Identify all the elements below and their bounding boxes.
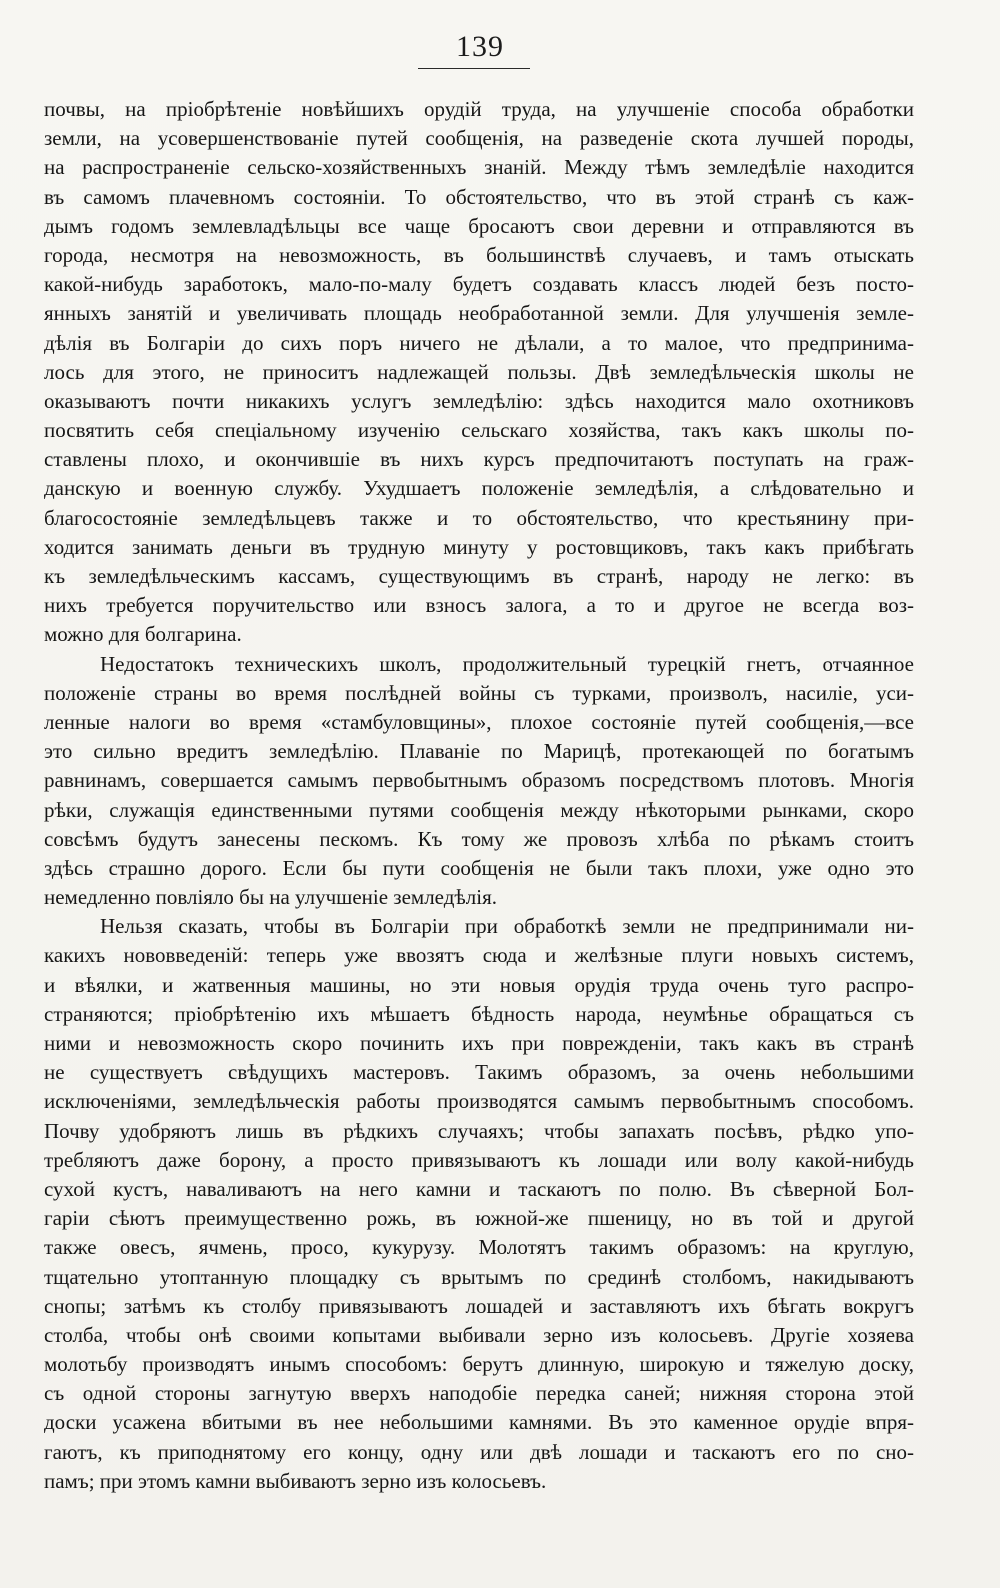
text-line: ставлены плохо, и окончившіе въ нихъ курсъ предпочитаютъ поступать на граж- (44, 447, 914, 472)
text-line: молотьбу производятъ инымъ способомъ: берутъ длинную, широкую и тяжелую доску, (44, 1352, 914, 1377)
body-text (44, 95, 914, 1496)
text-line: можно для болгарина. (44, 622, 242, 647)
text-line: ходится занимать деньги въ трудную минуту у ростовщиковъ, такъ какъ прибѣгать (44, 534, 914, 559)
text-line: совсѣмъ будутъ занесены пескомъ. Къ тому же провозъ хлѣба по рѣкамъ стоитъ (44, 826, 914, 851)
text-line: тщательно утоптанную площадку съ врытымъ по срединѣ столбомъ, накидываютъ (44, 1264, 914, 1289)
paragraph (44, 650, 914, 913)
text-line: оказываютъ почти никакихъ услугъ земледѣлію: здѣсь находится мало охотниковъ (44, 388, 914, 413)
paragraph (44, 95, 914, 650)
text-line: города, несмотря на невозможность, въ большинствѣ случаевъ, и тамъ отыскать (44, 242, 914, 267)
text-line: дымъ годомъ землевладѣльцы все чаще бросаютъ свои деревни и отправляются въ (44, 213, 914, 238)
text-line: памъ; при этомъ камни выбиваютъ зерно изъ колосьевъ. (44, 1468, 547, 1493)
text-line: не существуетъ свѣдущихъ мастеровъ. Такимъ образомъ, за очень небольшими (44, 1060, 914, 1085)
text-line: нихъ требуется поручительство или взносъ залога, а то и другое не всегда воз- (44, 593, 914, 618)
text-line: дѣлія въ Болгаріи до сихъ поръ ничего не дѣлали, а то малое, что предпринима- (44, 330, 914, 355)
text-line: здѣсь страшно дорого. Если бы пути сообщенія не были такъ плохи, уже одно это (44, 855, 914, 880)
text-line: исключеніями, земледѣльческія работы производятся самымъ первобытнымъ способомъ. (44, 1089, 914, 1114)
text-line: янныхъ занятій и увеличивать площадь необработанной земли. Для улучшенія земле- (44, 301, 914, 326)
text-line: Нельзя сказать, чтобы въ Болгаріи при обработкѣ земли не предпринимали ни- (100, 914, 914, 939)
text-line: съ одной стороны загнутую вверхъ наподобіе передка саней; нижняя сторона этой (44, 1381, 914, 1406)
text-line: данскую и военную службу. Ухудшаетъ положеніе земледѣлія, а слѣдовательно и (44, 476, 914, 501)
text-line: почвы, на пріобрѣтеніе новѣйшихъ орудій труда, на улучшеніе способа обработки (44, 97, 914, 121)
text-line: лось для этого, не приноситъ надлежащей пользы. Двѣ земледѣльческія школы не (44, 359, 914, 384)
paragraph (44, 912, 914, 1496)
text-line: въ самомъ плачевномъ состояніи. То обстоятельство, что въ этой странѣ съ каж- (44, 184, 914, 209)
text-line: доски усажена вбитыми въ нее небольшими камнями. Въ это каменное орудіе впря- (44, 1410, 914, 1435)
text-line: Недостатокъ техническихъ школъ, продолжительный турецкій гнетъ, отчаянное (100, 651, 914, 676)
page-number-rule (418, 68, 530, 69)
text-line: какой-нибудь заработокъ, мало-по-малу будетъ создавать классъ людей безъ посто- (44, 272, 914, 297)
text-line: ними и невозможность скоро починить ихъ при поврежденіи, такъ какъ въ странѣ (44, 1031, 914, 1055)
text-line: Почву удобряютъ лишь въ рѣдкихъ случаяхъ; чтобы запахать посѣвъ, рѣдко упо- (44, 1118, 914, 1143)
page-number: 139 (456, 30, 504, 63)
text-line: благосостояніе земледѣльцевъ также и то обстоятельство, что крестьянину при- (44, 505, 914, 530)
text-line: немедленно повліяло бы на улучшеніе земледѣлія. (44, 885, 498, 910)
text-line: къ земледѣльческимъ кассамъ, существующимъ въ странѣ, народу не легко: въ (44, 564, 914, 588)
text-line: гаріи сѣютъ преимущественно рожь, въ южной-же пшеницу, но въ той и другой (44, 1206, 914, 1231)
text-line: снопы; затѣмъ къ столбу привязываютъ лошадей и заставляютъ ихъ бѣгать вокругъ (44, 1293, 914, 1318)
text-line: земли, на усовершенствованіе путей сообщенія, на разведеніе скота лучшей породы, (44, 126, 914, 151)
text-line: и вѣялки, и жатвенныя машины, но эти новыя орудія труда очень туго распро- (44, 972, 914, 997)
text-line: сухой кустъ, наваливаютъ на него камни и таскаютъ по полю. Въ сѣверной Бол- (44, 1176, 914, 1201)
text-line: также овесъ, ячмень, просо, кукурузу. Молотятъ такимъ образомъ: на круглую, (44, 1235, 914, 1260)
text-line: требляютъ даже борону, а просто привязываютъ къ лошади или волу какой-нибудь (44, 1147, 914, 1172)
text-line: положеніе страны во время послѣдней войны съ турками, произволъ, насиліе, уси- (44, 680, 914, 705)
text-line: это сильно вредитъ земледѣлію. Плаваніе по Марицѣ, протекающей по богатымъ (44, 739, 914, 764)
text-line: рѣки, служащія единственными путями сообщенія между нѣкоторыми рынками, скоро (44, 797, 914, 822)
text-line: ленные налоги во время «стамбуловщины», плохое состояніе путей сообщенія,—все (44, 709, 914, 734)
text-line: посвятить себя спеціальному изученію сельскаго хозяйства, такъ какъ школы по- (44, 418, 914, 443)
text-line: равнинамъ, совершается самымъ первобытнымъ образомъ посредствомъ плотовъ. Многія (44, 768, 914, 793)
text-line: гаютъ, къ приподнятому его концу, одну или двѣ лошади и таскаютъ его по сно- (44, 1439, 914, 1464)
text-line: страняются; пріобрѣтенію ихъ мѣшаетъ бѣдность народа, неумѣнье обращаться съ (44, 1001, 914, 1026)
text-line: на распространеніе сельско-хозяйственныхъ знаній. Между тѣмъ земледѣліе находится (44, 155, 914, 180)
text-line: столба, чтобы онѣ своими копытами выбивали зерно изъ колосьевъ. Другіе хозяева (44, 1322, 914, 1347)
text-line: какихъ нововведеній: теперь уже ввозятъ сюда и желѣзные плуги новыхъ системъ, (44, 943, 914, 968)
